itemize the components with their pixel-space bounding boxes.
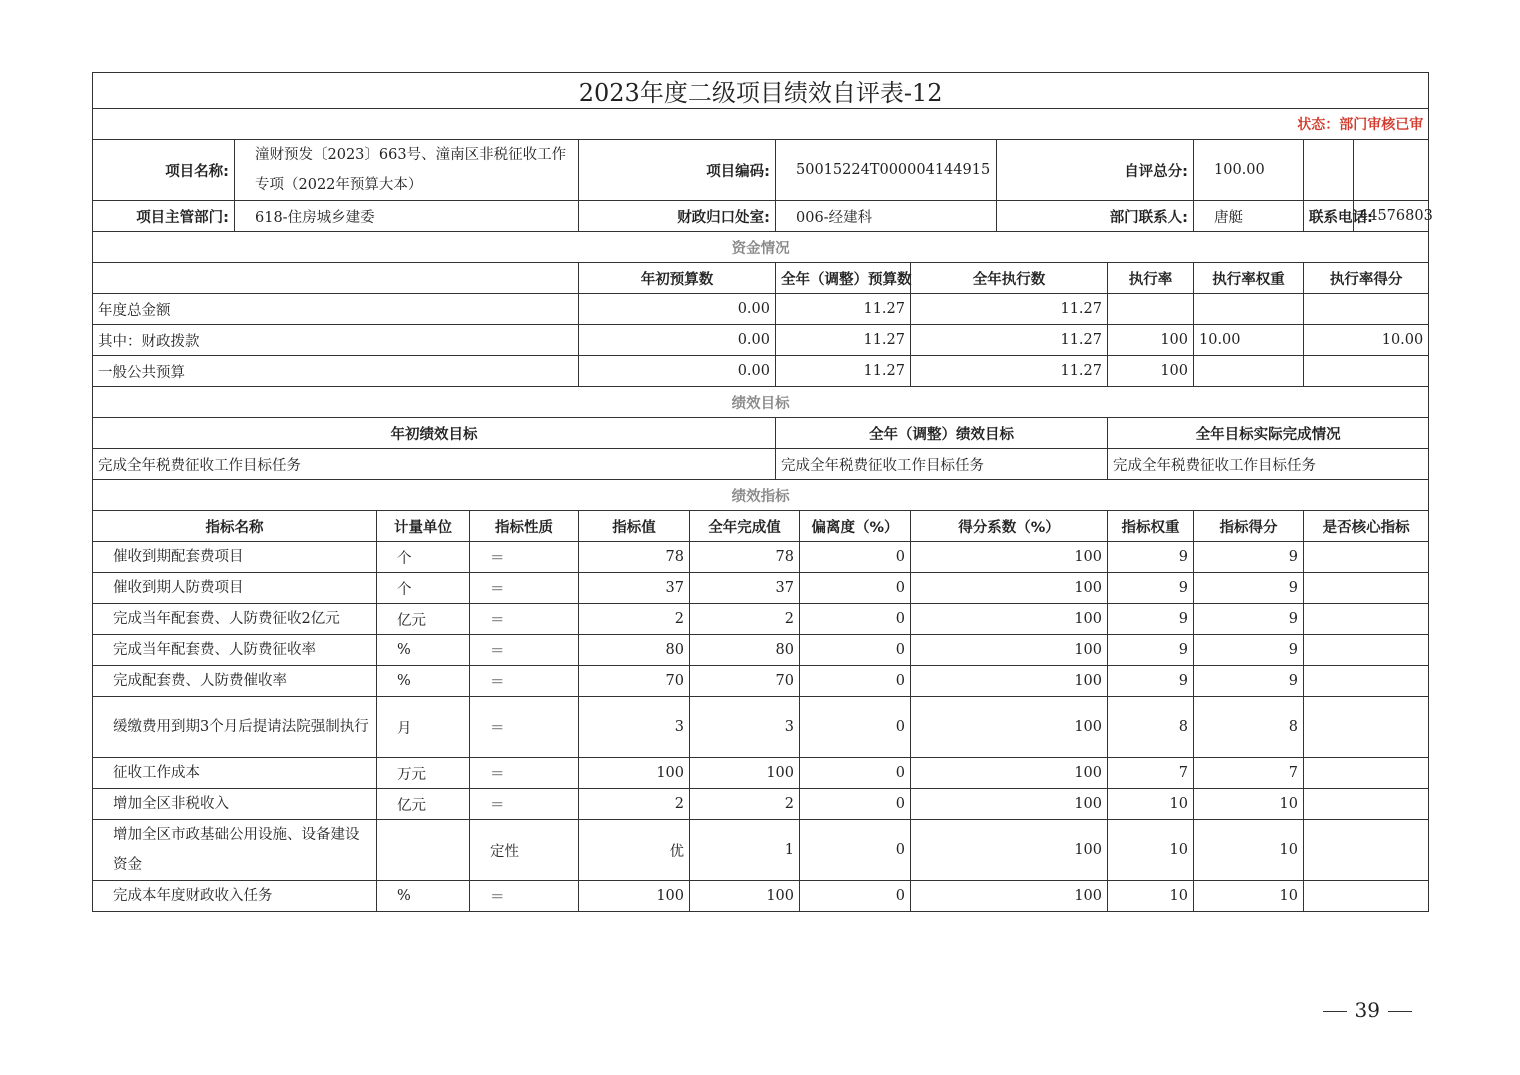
funds-header: 全年执行数 <box>911 263 1108 294</box>
indicator-core <box>1304 697 1429 758</box>
indicator-target: 2 <box>579 604 690 635</box>
indicator-row <box>93 604 1429 635</box>
indicator-target: 3 <box>579 697 690 758</box>
indicator-core <box>1304 789 1429 820</box>
dash-right <box>1388 1011 1412 1013</box>
funds-header: 执行率得分 <box>1304 263 1429 294</box>
indicator-core <box>1304 758 1429 789</box>
funds-section-title: 资金情况 <box>93 232 1429 263</box>
indicator-nature: ＝ <box>470 697 579 758</box>
indicator-score: 9 <box>1194 635 1304 666</box>
dept-label: 项目主管部门: <box>93 201 235 232</box>
indicator-target: 37 <box>579 573 690 604</box>
indicator-nature: ＝ <box>470 666 579 697</box>
indicator-header: 指标性质 <box>470 511 579 542</box>
funds-rate: 100 <box>1108 356 1194 387</box>
indicator-coef: 100 <box>911 604 1108 635</box>
funds-rate <box>1108 294 1194 325</box>
indicator-score: 8 <box>1194 697 1304 758</box>
indicator-deviation: 0 <box>800 635 911 666</box>
indicator-actual: 80 <box>690 635 800 666</box>
self-score-value: 100.00 <box>1194 140 1304 201</box>
indicator-row <box>93 697 1429 758</box>
indicator-score: 9 <box>1194 573 1304 604</box>
indicator-unit: % <box>377 881 470 912</box>
indicator-row <box>93 635 1429 666</box>
indicator-row <box>93 758 1429 789</box>
funds-row <box>93 356 1429 387</box>
indicator-actual: 2 <box>690 789 800 820</box>
indicator-weight: 9 <box>1108 666 1194 697</box>
empty-cell <box>1304 140 1354 201</box>
indicator-core <box>1304 635 1429 666</box>
funds-rate: 100 <box>1108 325 1194 356</box>
indicator-coef: 100 <box>911 697 1108 758</box>
indicator-score: 10 <box>1194 820 1304 881</box>
indicator-name: 增加全区非税收入 <box>93 789 377 820</box>
indicator-core <box>1304 881 1429 912</box>
indicator-name: 完成当年配套费、人防费征收率 <box>93 635 377 666</box>
indicator-target: 2 <box>579 789 690 820</box>
indicator-deviation: 0 <box>800 789 911 820</box>
phone-label: 联系电话: <box>1304 201 1354 232</box>
indicator-weight: 10 <box>1108 881 1194 912</box>
indicator-actual: 1 <box>690 820 800 881</box>
indicator-deviation: 0 <box>800 604 911 635</box>
indicator-core <box>1304 573 1429 604</box>
indicator-deviation: 0 <box>800 758 911 789</box>
funds-row <box>93 325 1429 356</box>
phone-value: 44576803 <box>1354 201 1429 232</box>
funds-header: 年初预算数 <box>579 263 776 294</box>
funds-header: 执行率 <box>1108 263 1194 294</box>
indicator-actual: 100 <box>690 758 800 789</box>
funds-score <box>1304 356 1429 387</box>
indicator-coef: 100 <box>911 573 1108 604</box>
indicator-unit <box>377 820 470 881</box>
indicator-score: 9 <box>1194 604 1304 635</box>
indicator-target: 80 <box>579 635 690 666</box>
indicator-weight: 8 <box>1108 697 1194 758</box>
indicator-actual: 2 <box>690 604 800 635</box>
indicator-name: 增加全区市政基础公用设施、设备建设资金 <box>93 820 377 881</box>
funds-score <box>1304 294 1429 325</box>
funds-header-blank <box>93 263 579 294</box>
indicator-nature: ＝ <box>470 573 579 604</box>
indicator-coef: 100 <box>911 542 1108 573</box>
indicator-coef: 100 <box>911 881 1108 912</box>
page-number-text: 39 <box>1354 998 1380 1022</box>
indicator-row <box>93 881 1429 912</box>
indicator-unit: 亿元 <box>377 604 470 635</box>
indicator-nature: ＝ <box>470 604 579 635</box>
funds-row-name: 其中：财政拨款 <box>93 325 579 356</box>
office-label: 财政归口处室: <box>579 201 776 232</box>
funds-initial: 0.00 <box>579 356 776 387</box>
indicator-nature: ＝ <box>470 881 579 912</box>
indicator-target: 78 <box>579 542 690 573</box>
indicator-weight: 10 <box>1108 820 1194 881</box>
funds-adjusted: 11.27 <box>776 294 911 325</box>
indicator-deviation: 0 <box>800 820 911 881</box>
indicator-header: 计量单位 <box>377 511 470 542</box>
funds-executed: 11.27 <box>911 356 1108 387</box>
indicator-nature: ＝ <box>470 789 579 820</box>
indicator-name: 征收工作成本 <box>93 758 377 789</box>
indicator-unit: 万元 <box>377 758 470 789</box>
funds-adjusted: 11.27 <box>776 356 911 387</box>
indicator-nature: 定性 <box>470 820 579 881</box>
evaluation-sheet <box>92 72 1433 912</box>
indicator-target: 100 <box>579 758 690 789</box>
page-number <box>1315 998 1420 1022</box>
funds-header: 执行率权重 <box>1194 263 1304 294</box>
indicator-coef: 100 <box>911 820 1108 881</box>
indicator-deviation: 0 <box>800 542 911 573</box>
indicator-weight: 9 <box>1108 573 1194 604</box>
indicator-header: 得分系数（%） <box>911 511 1108 542</box>
goals-header: 年初绩效目标 <box>93 418 776 449</box>
project-code-value: 50015224T000004144915 <box>776 140 997 201</box>
dash-left <box>1323 1011 1347 1013</box>
indicator-name: 缓缴费用到期3个月后提请法院强制执行 <box>93 697 377 758</box>
indicator-weight: 9 <box>1108 604 1194 635</box>
indicator-row <box>93 573 1429 604</box>
indicator-row <box>93 542 1429 573</box>
goal-actual: 完成全年税费征收工作目标任务 <box>1108 449 1429 480</box>
goals-header: 全年目标实际完成情况 <box>1108 418 1429 449</box>
indicator-core <box>1304 820 1429 881</box>
indicator-score: 9 <box>1194 542 1304 573</box>
indicator-actual: 3 <box>690 697 800 758</box>
contact-label: 部门联系人: <box>997 201 1194 232</box>
indicator-deviation: 0 <box>800 573 911 604</box>
funds-row-name: 一般公共预算 <box>93 356 579 387</box>
funds-adjusted: 11.27 <box>776 325 911 356</box>
indicator-weight: 9 <box>1108 542 1194 573</box>
status-text: 状态：部门审核已审 <box>93 109 1429 140</box>
empty-cell <box>1354 140 1429 201</box>
indicator-coef: 100 <box>911 758 1108 789</box>
indicator-weight: 10 <box>1108 789 1194 820</box>
indicator-coef: 100 <box>911 789 1108 820</box>
indicator-deviation: 0 <box>800 881 911 912</box>
indicator-target: 优 <box>579 820 690 881</box>
project-name-value: 潼财预发〔2023〕663号、潼南区非税征收工作专项（2022年预算大本） <box>235 140 579 201</box>
funds-weight <box>1194 294 1304 325</box>
indicator-deviation: 0 <box>800 697 911 758</box>
funds-header: 全年（调整）预算数 <box>776 263 911 294</box>
funds-row <box>93 294 1429 325</box>
funds-executed: 11.27 <box>911 294 1108 325</box>
indicator-header: 是否核心指标 <box>1304 511 1429 542</box>
indicator-nature: ＝ <box>470 635 579 666</box>
indicator-score: 10 <box>1194 881 1304 912</box>
indicator-score: 7 <box>1194 758 1304 789</box>
indicator-core <box>1304 604 1429 635</box>
indicator-deviation: 0 <box>800 666 911 697</box>
indicator-header: 指标名称 <box>93 511 377 542</box>
indicator-unit: 个 <box>377 573 470 604</box>
goals-header: 全年（调整）绩效目标 <box>776 418 1108 449</box>
indicator-score: 10 <box>1194 789 1304 820</box>
self-score-label: 自评总分: <box>997 140 1194 201</box>
indicator-row <box>93 820 1429 881</box>
evaluation-table <box>92 72 1433 912</box>
indicator-header: 指标得分 <box>1194 511 1304 542</box>
indicator-nature: ＝ <box>470 542 579 573</box>
indicator-weight: 9 <box>1108 635 1194 666</box>
indicator-nature: ＝ <box>470 758 579 789</box>
indicator-unit: 个 <box>377 542 470 573</box>
funds-weight <box>1194 356 1304 387</box>
indicator-score: 9 <box>1194 666 1304 697</box>
indicator-unit: % <box>377 666 470 697</box>
funds-score: 10.00 <box>1304 325 1429 356</box>
indicator-actual: 78 <box>690 542 800 573</box>
indicator-core <box>1304 542 1429 573</box>
indicator-target: 100 <box>579 881 690 912</box>
dept-value: 618-住房城乡建委 <box>235 201 579 232</box>
page-title: 2023年度二级项目绩效自评表-12 <box>93 73 1429 109</box>
indicator-unit: 亿元 <box>377 789 470 820</box>
indicator-name: 完成配套费、人防费催收率 <box>93 666 377 697</box>
funds-initial: 0.00 <box>579 294 776 325</box>
goal-initial: 完成全年税费征收工作目标任务 <box>93 449 776 480</box>
indicator-target: 70 <box>579 666 690 697</box>
indicator-name: 催收到期配套费项目 <box>93 542 377 573</box>
project-code-label: 项目编码: <box>579 140 776 201</box>
indicator-name: 完成当年配套费、人防费征收2亿元 <box>93 604 377 635</box>
funds-executed: 11.27 <box>911 325 1108 356</box>
contact-value: 唐艇 <box>1194 201 1304 232</box>
indicator-header: 指标权重 <box>1108 511 1194 542</box>
goals-section-title: 绩效目标 <box>93 387 1429 418</box>
indicator-name: 完成本年度财政收入任务 <box>93 881 377 912</box>
indicators-section-title: 绩效指标 <box>93 480 1429 511</box>
indicator-coef: 100 <box>911 635 1108 666</box>
indicator-actual: 100 <box>690 881 800 912</box>
funds-initial: 0.00 <box>579 325 776 356</box>
office-value: 006-经建科 <box>776 201 997 232</box>
indicator-weight: 7 <box>1108 758 1194 789</box>
indicator-unit: 月 <box>377 697 470 758</box>
indicator-header: 偏离度（%） <box>800 511 911 542</box>
indicator-core <box>1304 666 1429 697</box>
indicator-row <box>93 789 1429 820</box>
indicator-header: 全年完成值 <box>690 511 800 542</box>
indicator-row <box>93 666 1429 697</box>
goal-adjusted: 完成全年税费征收工作目标任务 <box>776 449 1108 480</box>
indicator-coef: 100 <box>911 666 1108 697</box>
indicator-name: 催收到期人防费项目 <box>93 573 377 604</box>
funds-row-name: 年度总金额 <box>93 294 579 325</box>
indicator-unit: % <box>377 635 470 666</box>
indicator-actual: 70 <box>690 666 800 697</box>
indicator-header: 指标值 <box>579 511 690 542</box>
indicator-actual: 37 <box>690 573 800 604</box>
funds-weight: 10.00 <box>1194 325 1304 356</box>
project-name-label: 项目名称: <box>93 140 235 201</box>
